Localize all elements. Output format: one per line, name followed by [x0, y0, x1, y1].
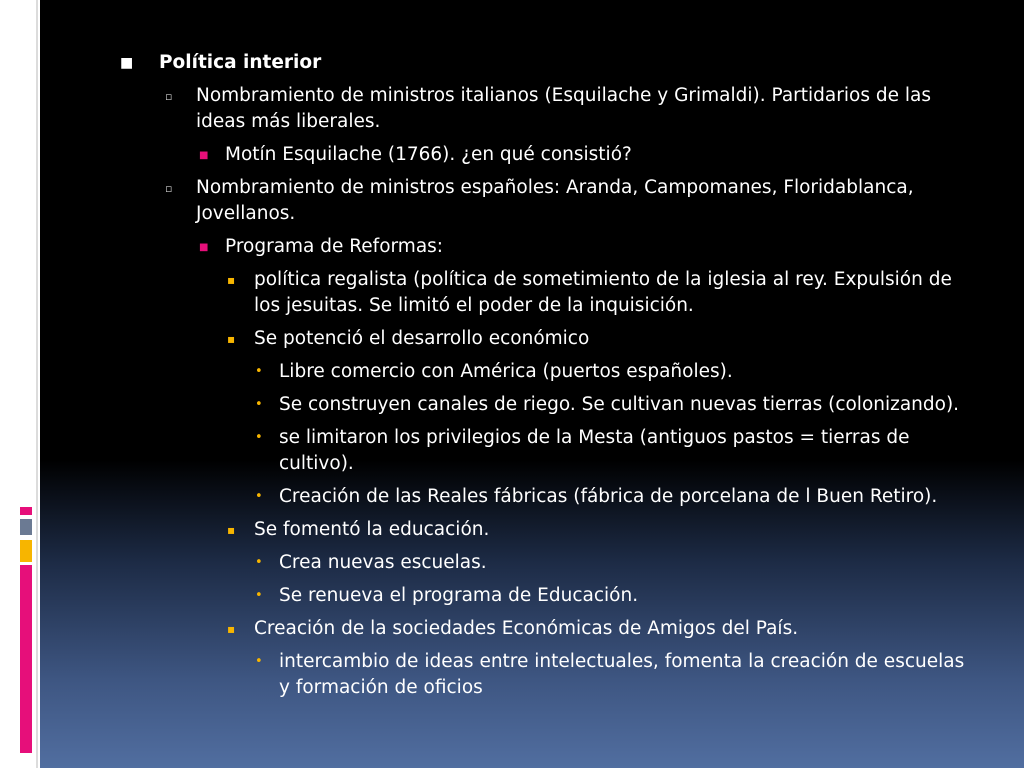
slide-content	[120, 50, 980, 708]
item-text: Motín Esquilache (1766). ¿en qué consistió?	[225, 144, 632, 165]
item-text: Crea nuevas escuelas.	[279, 552, 487, 573]
item-text: Se renueva el programa de Educación.	[279, 585, 639, 606]
decor-magenta-bar	[20, 565, 32, 753]
item-text: Se construyen canales de riego. Se cultivan nuevas tierras (colonizando).	[279, 394, 960, 415]
bullet-item	[120, 583, 980, 609]
bullet-item	[120, 425, 980, 477]
yellow-dot-bullet-icon: •	[255, 654, 263, 669]
bullet-item	[120, 142, 980, 168]
item-text: Programa de Reformas:	[225, 236, 444, 257]
yellow-dot-bullet-icon: •	[255, 489, 263, 504]
item-text: Libre comercio con América (puertos españoles).	[279, 361, 733, 382]
item-text: Nombramiento de ministros italianos (Esquilache y Grimaldi). Partidarios de las ideas más liberales.	[196, 85, 931, 132]
yellow-dot-bullet-icon: •	[255, 397, 263, 412]
bullet-item	[120, 392, 980, 418]
bullet-item	[120, 359, 980, 385]
yellow-square-bullet-icon: ▪	[227, 622, 236, 636]
bullet-item	[120, 484, 980, 510]
bullet-item	[120, 550, 980, 576]
item-text: Se potenció el desarrollo económico	[254, 328, 590, 349]
yellow-square-bullet-icon: ▪	[227, 523, 236, 537]
yellow-dot-bullet-icon: •	[255, 555, 263, 570]
left-divider-line	[36, 0, 38, 768]
item-text: política regalista (política de sometimiento de la iglesia al rey. Expulsión de los jesuitas. Se limitó el poder de la inquisición.	[254, 269, 952, 316]
item-text: se limitaron los privilegios de la Mesta (antiguos pastos = tierras de cultivo).	[279, 427, 910, 474]
square-bullet-icon: ■	[120, 55, 134, 71]
item-text: intercambio de ideas entre intelectuales, fomenta la creación de escuelas y formación de oficios	[279, 651, 965, 698]
yellow-dot-bullet-icon: •	[255, 364, 263, 379]
yellow-dot-bullet-icon: •	[255, 430, 263, 445]
decor-yellow-bar	[20, 540, 32, 562]
yellow-square-bullet-icon: ▪	[227, 273, 236, 287]
bullet-item	[120, 326, 980, 352]
item-text: Política interior	[159, 52, 322, 73]
item-text: Se fomentó la educación.	[254, 519, 490, 540]
item-text: Creación de las Reales fábricas (fábrica de porcelana de l Buen Retiro).	[279, 486, 938, 507]
hollow-square-bullet-icon: ▫	[165, 90, 173, 103]
bullet-item	[120, 175, 980, 227]
bullet-item	[120, 616, 980, 642]
pink-square-bullet-icon: ■	[199, 150, 209, 161]
bullet-item	[120, 83, 980, 135]
bullet-item	[120, 517, 980, 543]
pink-square-bullet-icon: ■	[199, 242, 209, 253]
decor-gray-bar	[20, 519, 32, 535]
item-text: Creación de la sociedades Económicas de Amigos del País.	[254, 618, 799, 639]
bullet-item	[120, 234, 980, 260]
yellow-square-bullet-icon: ▪	[227, 332, 236, 346]
bullet-item	[120, 267, 980, 319]
decor-pink-bar	[20, 507, 32, 515]
yellow-dot-bullet-icon: •	[255, 588, 263, 603]
hollow-square-bullet-icon: ▫	[165, 182, 173, 195]
bullet-item	[120, 50, 980, 76]
bullet-item	[120, 649, 980, 701]
item-text: Nombramiento de ministros españoles: Aranda, Campomanes, Floridablanca, Jovellanos.	[196, 177, 914, 224]
